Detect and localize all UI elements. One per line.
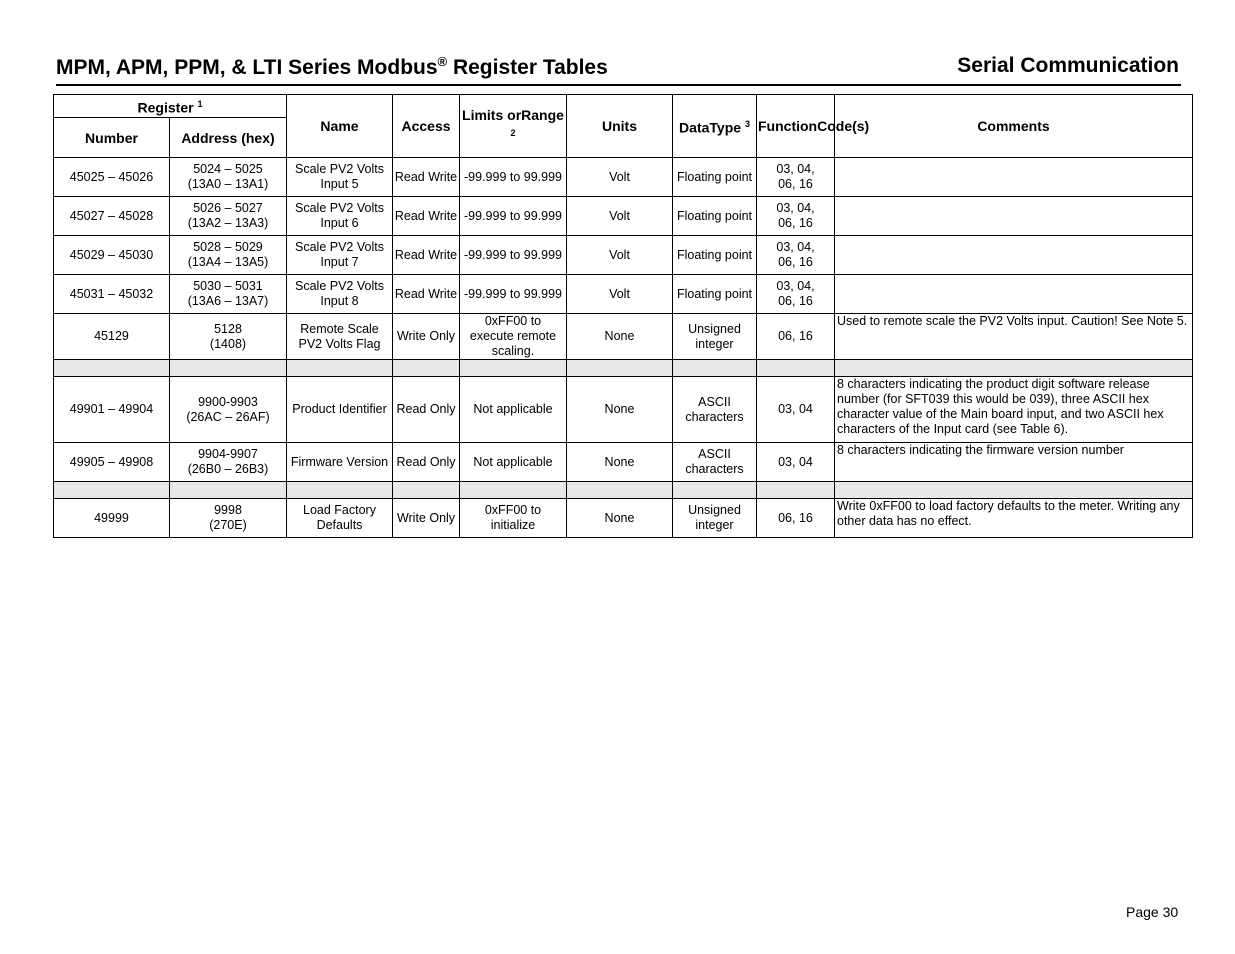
register-limits: -99.999 to 99.999 [460,275,567,314]
table-row [54,314,1193,360]
register-function-codes: 03, 04, 06, 16 [757,158,835,197]
register-address: 5030 – 5031 (13A6 – 13A7) [170,275,287,314]
register-name: Remote Scale PV2 Volts Flag [287,314,393,360]
register-address: 5128 (1408) [170,314,287,360]
register-function-codes: 03, 04, 06, 16 [757,275,835,314]
register-name: Scale PV2 Volts Input 5 [287,158,393,197]
register-number: 45031 – 45032 [54,275,170,314]
register-limits: Not applicable [460,377,567,443]
register-data-type: Floating point [673,158,757,197]
header-row-1 [54,95,1193,118]
register-access: Read Write [393,197,460,236]
register-number: 45029 – 45030 [54,236,170,275]
address-header: Address (hex) [170,118,287,158]
register-number: 49905 – 49908 [54,443,170,482]
register-function-codes: 03, 04, 06, 16 [757,197,835,236]
register-access: Read Write [393,236,460,275]
register-limits: Not applicable [460,443,567,482]
register-access: Write Only [393,499,460,538]
document-title [56,54,608,80]
register-comment: 8 characters indicating the firmware version number [835,443,1193,482]
register-address: 9900-9903 (26AC – 26AF) [170,377,287,443]
limits-header: Limits orRange $^2$ [460,95,567,158]
register-data-type: Floating point [673,236,757,275]
register-name: Load Factory Defaults [287,499,393,538]
footnote-1: 1 [197,99,203,110]
register-access: Read Write [393,275,460,314]
register-comment [835,158,1193,197]
register-comment [835,275,1193,314]
register-function-codes: 06, 16 [757,314,835,360]
table-row [54,158,1193,197]
register-access: Write Only [393,314,460,360]
register-data-type: Unsigned integer [673,314,757,360]
register-comment: Write 0xFF00 to load factory defaults to the meter. Writing any other data has no effect. [835,499,1193,538]
register-limits: -99.999 to 99.999 [460,197,567,236]
register-address: 5026 – 5027 (13A2 – 13A3) [170,197,287,236]
page-number: Page 30 [1126,904,1179,920]
register-comment: 8 characters indicating the product digit software release number (for SFT039 this would be 039), three ASCII hex character value of the Main board input, and two ASCII hex characters of the Input card (see Table 6). [835,377,1193,443]
page-header [56,54,1181,86]
table-row [54,377,1193,443]
register-units: Volt [567,275,673,314]
register-address: 9904-9907 (26B0 – 26B3) [170,443,287,482]
register-limits: -99.999 to 99.999 [460,158,567,197]
footnote-2: 2 [510,128,516,139]
register-function-codes: 03, 04 [757,443,835,482]
register-address: 9998 (270E) [170,499,287,538]
register-units: None [567,377,673,443]
register-data-type: Floating point [673,197,757,236]
register-data-type: ASCII characters [673,443,757,482]
register-comment [835,197,1193,236]
comments-header: Comments [835,95,1193,158]
register-function-codes: 06, 16 [757,499,835,538]
table-row [54,443,1193,482]
register-units: None [567,443,673,482]
register-comment: Used to remote scale the PV2 Volts input. Caution! See Note 5. [835,314,1193,360]
register-number: 49901 – 49904 [54,377,170,443]
register-data-type: Floating point [673,275,757,314]
register-name: Firmware Version [287,443,393,482]
data-type-header: DataType $^3$ [673,95,757,158]
register-function-codes: 03, 04, 06, 16 [757,236,835,275]
register-group-header: Register $^1$ [54,95,287,118]
registered-mark: ® [437,54,448,69]
table-row [54,197,1193,236]
register-number: 45025 – 45026 [54,158,170,197]
register-access: Read Only [393,443,460,482]
register-access: Read Write [393,158,460,197]
register-comment [835,236,1193,275]
table-row [54,236,1193,275]
spacer-row [54,360,1193,377]
title-text: MPM, APM, PPM, & LTI Series Modbus [56,56,438,79]
register-units: Volt [567,236,673,275]
register-name: Scale PV2 Volts Input 6 [287,197,393,236]
register-function-codes: 03, 04 [757,377,835,443]
register-units: Volt [567,158,673,197]
footnote-3: 3 [744,119,750,130]
register-limits: -99.999 to 99.999 [460,236,567,275]
register-number: 45129 [54,314,170,360]
register-number: 45027 – 45028 [54,197,170,236]
title-suffix: Register Tables [447,56,608,79]
register-units: Volt [567,197,673,236]
register-access: Read Only [393,377,460,443]
register-data-type: Unsigned integer [673,499,757,538]
access-header: Access [393,95,460,158]
register-name: Product Identifier [287,377,393,443]
number-header: Number [54,118,170,158]
register-units: None [567,499,673,538]
spacer-row [54,482,1193,499]
section-title: Serial Communication [957,54,1179,77]
function-code-header: FunctionCode(s) [757,95,835,158]
register-address: 5028 – 5029 (13A4 – 13A5) [170,236,287,275]
table-row [54,499,1193,538]
register-limits: 0xFF00 to execute remote scaling. [460,314,567,360]
register-units: None [567,314,673,360]
register-table [53,94,1193,538]
register-number: 49999 [54,499,170,538]
register-name: Scale PV2 Volts Input 7 [287,236,393,275]
register-data-type: ASCII characters [673,377,757,443]
name-header: Name [287,95,393,158]
register-name: Scale PV2 Volts Input 8 [287,275,393,314]
register-address: 5024 – 5025 (13A0 – 13A1) [170,158,287,197]
units-header: Units [567,95,673,158]
table-row [54,275,1193,314]
register-limits: 0xFF00 to initialize [460,499,567,538]
